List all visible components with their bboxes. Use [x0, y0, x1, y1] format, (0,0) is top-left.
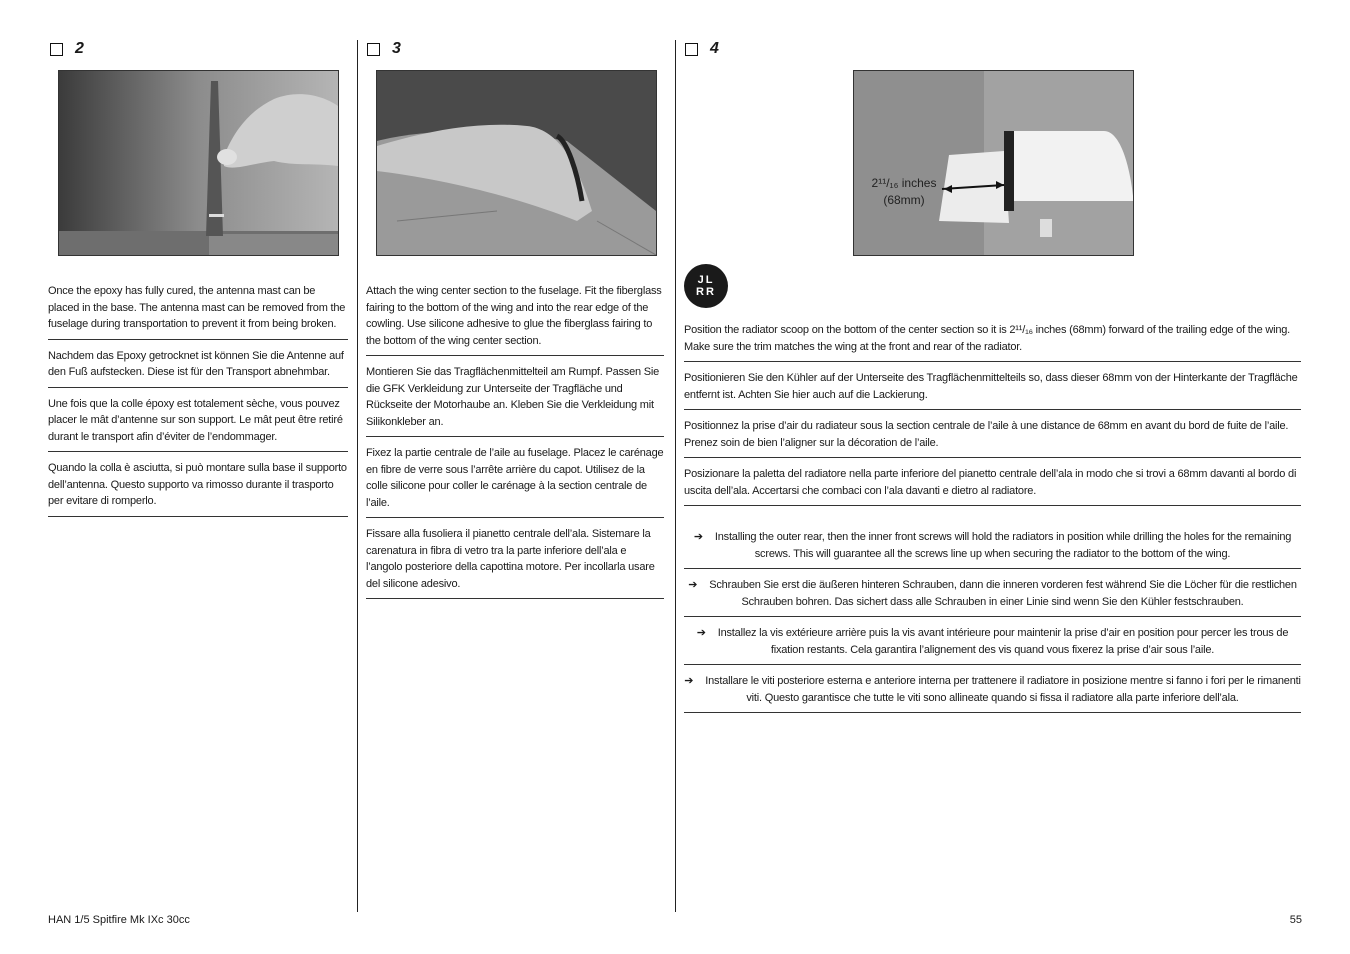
paragraph-en: Position the radiator scoop on the bottom of the center section so it is 2¹¹/₁₆ inches (68mm) forward of the trailing edge of the wing. Make sure the trim matches the wing at the front and rear of the radiator.	[684, 322, 1301, 362]
step-2-heading	[50, 40, 84, 58]
step-number: 2	[75, 40, 84, 57]
footer-title: HAN 1/5 Spitfire Mk IXc 30cc	[48, 914, 190, 926]
tip-en: ➔ Installing the outer rear, then the inner front screws will hold the radiators in position while drilling the holes for the remaining screws. This will guarantee all the screws line up when securing the radiator to the bottom of the wing.	[684, 529, 1301, 569]
tip-it: ➔ Installare le viti posteriore esterna e anteriore interna per trattenere il radiatore in posizione mentre si fanno i fori per le rimanenti viti. Questo garantisce che tutte le viti sono allineate quando si fissa il radiatore alla parte inferiore dell’ala.	[684, 673, 1301, 713]
step-4-tips	[684, 529, 1301, 721]
checkbox-icon[interactable]	[685, 43, 698, 56]
tip-fr: ➔ Installez la vis extérieure arrière puis la vis avant intérieure pour maintenir la prise d’air en position pour percer les trous de fixation restants. Cela garantira l’alignement des vis quand vous fixerez la prise d’air sous l’aile.	[684, 625, 1301, 665]
step-number: 4	[710, 40, 719, 57]
antenna-mast-photo	[58, 70, 339, 256]
checkbox-icon[interactable]	[50, 43, 63, 56]
paragraph-de: Nachdem das Epoxy getrocknet ist können Sie die Antenne auf den Fuß aufstecken. Diese ist für den Transport abnehmbar.	[48, 348, 348, 388]
column-divider-2	[675, 40, 676, 912]
column-divider-1	[357, 40, 358, 912]
paragraph-it: Fissare alla fusoliera il pianetto centrale dell’ala. Sistemare la carenatura in fibra di vetro tra la parte inferiore dell’ala e l’angolo posteriore della capottina motore. Per incollarla usare del silicone adesivo.	[366, 526, 664, 599]
paragraph-en: Attach the wing center section to the fuselage. Fit the fiberglass fairing to the bottom of the wing and into the rear edge of the cowling. Use silicone adhesive to glue the fiberglass fairing to the bottom of the wing center section.	[366, 283, 664, 356]
wing-fairing-photo	[376, 70, 657, 256]
paragraph-de: Montieren Sie das Tragflächenmittelteil am Rumpf. Passen Sie die GFK Verkleidung zur Unterseite der Tragfläche und Rückseite der Motorhaube an. Kleben Sie die Verkleidung mit Silikonkleber an.	[366, 364, 664, 437]
checkbox-icon[interactable]	[367, 43, 380, 56]
radiator-scoop-photo	[853, 70, 1134, 256]
arrow-right-icon: ➔	[696, 627, 706, 639]
measurement-label: 2¹¹/₁₆ inches (68mm)	[871, 176, 937, 207]
jl-rr-logo	[684, 264, 728, 308]
step-4-text	[684, 322, 1301, 514]
step-3-heading	[367, 40, 401, 58]
arrow-right-icon: ➔	[688, 579, 698, 591]
step-4-heading	[685, 40, 719, 58]
paragraph-it: Posizionare la paletta del radiatore nella parte inferiore del pianetto centrale dell’ala in modo che si trovi a 68mm davanti al bordo di uscita dell’ala. Accertarsi che combaci con l’ala davanti e dietro al radiatore.	[684, 466, 1301, 506]
paragraph-it: Quando la colla è asciutta, si può montare sulla base il supporto dell’antenna. Questo supporto va rimosso durante il trasporto per evitare di romperlo.	[48, 460, 348, 517]
arrow-right-icon: ➔	[684, 675, 694, 687]
tip-de: ➔ Schrauben Sie erst die äußeren hinteren Schrauben, dann die inneren vorderen fest während Sie die Löcher für die restlichen Schrauben bohren. Das sichert dass alle Schrauben in einer Linie sind wenn Sie den Kühler festschrauben.	[684, 577, 1301, 617]
page-number: 55	[1289, 914, 1302, 926]
paragraph-fr: Fixez la partie centrale de l’aile au fuselage. Placez le carénage en fibre de verre sous l’arrête arrière du capot. Utilisez de la colle silicone pour coller le carénage à la section centrale de l’aile.	[366, 445, 664, 518]
arrow-right-icon: ➔	[693, 531, 703, 543]
paragraph-de: Positionieren Sie den Kühler auf der Unterseite des Tragflächenmittelteils so, dass dieser 68mm von der Hinterkante der Tragfläche entfernt ist. Achten Sie hier auch auf die Lackierung.	[684, 370, 1301, 410]
step-3-text	[366, 283, 664, 607]
logo-text: JL RR	[696, 274, 716, 298]
step-2-text	[48, 283, 348, 525]
paragraph-fr: Positionnez la prise d’air du radiateur sous la section centrale de l’aile à une distance de 68mm en avant du bord de fuite de l’aile. Prenez soin de bien l’aligner sur la décoration de l’aile.	[684, 418, 1301, 458]
step-number: 3	[392, 40, 401, 57]
paragraph-en: Once the epoxy has fully cured, the antenna mast can be placed in the base. The antenna mast can be removed from the fuselage during transportation to prevent it from being broken.	[48, 283, 348, 340]
paragraph-fr: Une fois que la colle époxy est totalement sèche, vous pouvez placer le mât d’antenne sur son support. Le mât peut être retiré durant le transport afin d’éviter de l’endommager.	[48, 396, 348, 453]
